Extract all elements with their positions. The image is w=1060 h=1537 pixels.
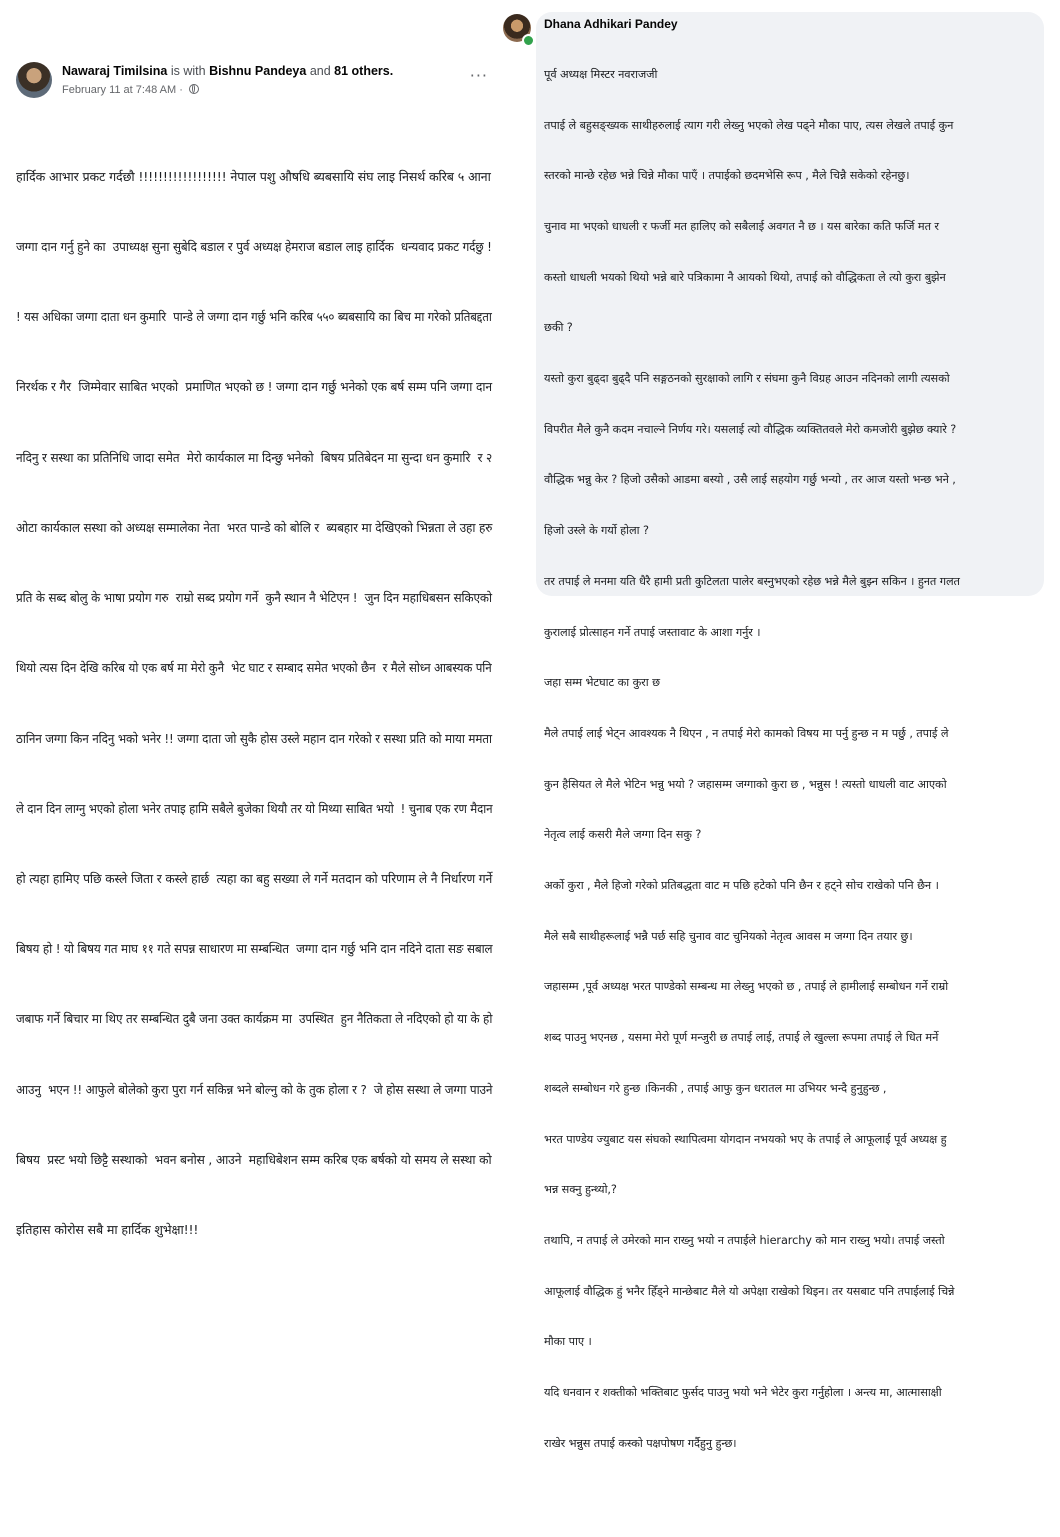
author-name-link[interactable]: Nawaraj Timilsina — [62, 64, 168, 78]
comment-line: यस्तो कुरा बुढ्दा बुढ्दै पनि सङ्गठनको सुरक्षाको लागि र संघमा कुनै विग्रह आउन नदिनको लागी त्यसको — [544, 372, 950, 386]
comment-line: अर्को कुरा , मैले हिजो गरेको प्रतिबद्धता वाट म पछि हटेको पनि छैन र हट्ने सोच राखेको पनि छैन । — [544, 879, 939, 893]
post-timestamp — [62, 84, 199, 96]
post-line: ओटा कार्यकाल सस्था को अध्यक्ष सम्मालेका नेता भरत पान्डे को बोलि र ब्यबहार मा देखिएको भिन्नता ले उहा हरु — [16, 519, 493, 535]
post-header — [16, 60, 492, 120]
comment-line: छकी ? — [544, 321, 573, 335]
comment-line: तथापि, न तपाई ले उमेरको मान राख्नु भयो न तपाईले hierarchy को मान राख्नु भयो। तपाई जस्तो — [544, 1233, 945, 1247]
post-line: प्रति के सब्द बोलु के भाषा प्रयोग गरु राम्रो सब्द प्रयोग गर्ने कुनै स्थान नै भेटिएन ! जुन दिन महाधिबसन सकिएको — [16, 590, 492, 606]
post-line: ! यस अधिका जग्गा दाता धन कुमारि पान्डे ले जग्गा दान गर्छु भनि करिब ५५० ब्यबसायि का बिच मा गरेको प्रतिबद्दता — [16, 309, 492, 325]
post-line: आउनु भएन !! आफुले बोलेको कुरा पुरा गर्न सकिन्न भने बोल्नु को के तुक होला र ? जे होस सस्था ले जग्गा पाउने — [16, 1081, 493, 1097]
comment-line: कुन हैसियत ले मैले भेटिन भन्नु भयो ? जहासम्म जग्गाको कुरा छ , भन्नुस ! त्यस्तो धाधली वाट आएको — [544, 777, 947, 791]
with-text: is with — [170, 64, 206, 78]
comment-line: हिजो उस्ले के गर्यो होला ? — [544, 524, 649, 538]
comment-line: यदि धनवान र शक्तीको भक्तिबाट फुर्सद पाउनु भयो भने भेटेर कुरा गर्नुहोला । अन्त्य मा, आत्मासाक्षी — [544, 1386, 942, 1400]
comment-line: भरत पाण्डेय ज्युबाट यस संघको स्थापित्वमा योगदान नभयको भए के तपाई ले आफूलाई पूर्व अध्यक्ष हु — [544, 1132, 947, 1146]
post-line: जग्गा दान गर्नु हुने का उपाध्यक्ष सुना सुबेदि बडाल र पुर्व अध्यक्ष हेमराज बडाल लाइ हार्दिक धन्यवाद प्रकट गर्दछु ! — [16, 239, 492, 255]
post-line: बिषय हो ! यो बिषय गत माघ ११ गते सपन्न साधारण मा सम्बन्धित जग्गा दान गर्छु भनि दान नदिने दाता सङ सबाल — [16, 941, 493, 957]
comment-line: कस्तो धाधली भयको थियो भन्ने बारे पत्रिकामा नै आयको थियो, तपाई को वौद्धिकता ले त्यो कुरा बुझेन — [544, 270, 946, 284]
post-text — [16, 118, 494, 1288]
post-line: हार्दिक आभार प्रकट गर्दछौ !!!!!!!!!!!!!!!!!! नेपाल पशु औषधि ब्यबसायि संघ लाइ निसर्थ करिब ५ आना — [16, 168, 491, 184]
date-separator: · — [179, 84, 183, 96]
post-line: हो त्यहा हामिए पछि कस्ले जिता र कस्ले हार्छ त्यहा का बहु सख्या ले गर्ने मतदान को परिणाम ले नै निर्धारण गर्ने — [16, 871, 493, 886]
post-line: ठानिन जग्गा किन नदिनु भको भनेर !! जग्गा दाता जो सुकै होस उस्ले महान दान गरेको र सस्था प्रति को माया ममता — [16, 730, 492, 746]
comment-line: मैले तपाई लाई भेट्न आवश्यक नै थिएन , न तपाई मेरो कामको विषय मा पर्नु हुन्छ न म पर्छु , तपाई ले — [544, 726, 949, 740]
post-card — [8, 48, 500, 1238]
others-link[interactable]: 81 others. — [334, 64, 394, 78]
more-options-icon[interactable]: ··· — [469, 66, 488, 85]
tagged-name-link[interactable]: Bishnu Pandeya — [209, 64, 307, 78]
comment-area — [500, 0, 1060, 1450]
comment-line: विपरीत मैले कुनै कदम नचाल्ने निर्णय गरे। यसलाई त्यो वौद्धिक व्यक्तितवले मेरो कमजोरी बुझेछ क्यारे ? — [544, 422, 957, 436]
comment-line: चुनाव मा भएको धाधली र फर्जी मत हालिए को सबैलाई अवगत नै छ । यस बारेका कति फर्जि मत र — [544, 219, 939, 233]
comment-line: तर तपाई ले मनमा यति धैरै हामी प्रती कुटिलता पालेर बस्नुभएको रहेछ भन्ने मैले बुझ्न सकिन । हुनत गलत — [544, 574, 960, 588]
comment-line: जहासम्म ,पूर्व अध्यक्ष भरत पाण्डेको सम्बन्ध मा लेख्नु भएको छ , तपाई ले हामीलाई सम्बोधन गर्ने राम्रो — [544, 980, 949, 994]
post-line: ले दान दिन लाग्नु भएको होला भनेर तपाइ हामि सबैले बुजेका थियौ तर यो मिथ्या साबित भयो ! चुनाब एक रण मैदान — [16, 800, 493, 816]
author-avatar[interactable] — [16, 62, 52, 98]
comment-line: शब्दले सम्बोधन गरे हुन्छ ।किनकी , तपाई आफु कुन धरातल मा उभियर भन्दै हुनुहुन्छ , — [544, 1081, 887, 1095]
post-line: बिषय प्रस्ट भयो छिट्टै सस्थाको भवन बनोस , आउने महाधिबेशन सम्म करिब एक बर्षको यो समय ले सस्था को — [16, 1151, 492, 1167]
comment-line: जहा सम्म भेटघाट का कुरा छ — [544, 676, 660, 690]
comment-line: मैले सबै साथीहरूलाई भन्नै पर्छ सहि चुनाव वाट चुनियको नेतृत्व आवस म जग्गा दिन तयार छु। — [544, 929, 913, 943]
post-line: इतिहास कोरोस सबै मा हार्दिक शुभेक्षा!!! — [16, 1222, 199, 1238]
comment-line: वौद्धिक भन्नु केर ? हिजो उसैको आडमा बस्यो , उसै लाई सहयोग गर्छु भन्यो , तर आज यस्तो भन्छ भने , — [544, 473, 956, 487]
post-line: थियो त्यस दिन देखि करिब यो एक बर्ष मा मेरो कुनै भेट घाट र सम्बाद समेत भएको छैन र मैले सोध्न आबस्यक पनि — [16, 660, 492, 676]
comment-line: कुरालाई प्रोत्साहन गर्ने तपाई जस्तावाट के आशा गर्नुर । — [544, 625, 761, 639]
comment-line: तपाई ले बहुसङ्ख्यक साथीहरुलाई त्याग गरी लेख्नु भएको लेख पढ्ने मौका पाए, त्यस लेखले तपाई कुन — [544, 118, 954, 132]
post-line: जबाफ गर्ने बिचार मा थिए तर सम्बन्धित दुबै जना उक्त कार्यक्रम मा उपस्थित हुन नैतिकता ले नदिएको हो या के हो — [16, 1011, 493, 1027]
and-text: and — [309, 64, 331, 78]
author-line — [62, 64, 393, 78]
globe-icon — [189, 84, 199, 94]
comment-bubble — [536, 12, 1044, 1450]
comment-line: पूर्व अध्यक्ष मिस्टर नवराजजी — [544, 67, 658, 81]
comment-text — [544, 33, 1042, 1537]
commenter-name-link[interactable]: Dhana Adhikari Pandey — [544, 17, 678, 31]
comment-line: भन्न सक्नु हुन्थ्यो,? — [544, 1183, 617, 1197]
post-line: निरर्थक र गैर जिम्मेवार साबित भएको प्रमाणित भएको छ ! जग्गा दान गर्छु भनेको एक बर्ष सम्म पनि जग्गा दान — [16, 379, 492, 395]
comment-line: नेतृत्व लाई कसरी मैले जग्गा दिन सकु ? — [544, 828, 702, 842]
comment-line: स्तरको मान्छे रहेछ भन्ने चिन्ने मौका पाएँ । तपाईको छदमभेसि रूप , मैले चिन्नै सकेको रहेनछु। — [544, 169, 910, 183]
comment-line: मौका पाए । — [544, 1335, 592, 1349]
comment-line: राखेर भन्नुस तपाई कस्को पक्षपोषण गर्दैहुनु हुन्छ। — [544, 1436, 737, 1450]
comment-line: आफूलाई वौद्धिक हुं भनैर हिँड्ने मान्छेबाट मैले यो अपेक्षा राखेको थिइन। तर यसबाट पनि तपाईलाई चिन्ने — [544, 1284, 955, 1298]
post-date-link[interactable]: February 11 at 7:48 AM — [62, 84, 177, 96]
post-line: नदिनु र सस्था का प्रतिनिधि जादा समेत मेरो कार्यकाल मा दिन्छु भनेको बिषय प्रतिबेदन मा सुन्दा धन कुमारि र २ — [16, 449, 493, 465]
online-status-icon — [522, 34, 535, 47]
comment-line: शब्द पाउनु भएनछ , यसमा मेरो पूर्ण मन्जुरी छ तपाई लाई, तपाई ले खुल्ला रूपमा तपाई ले धित मर्ने — [544, 1031, 939, 1045]
